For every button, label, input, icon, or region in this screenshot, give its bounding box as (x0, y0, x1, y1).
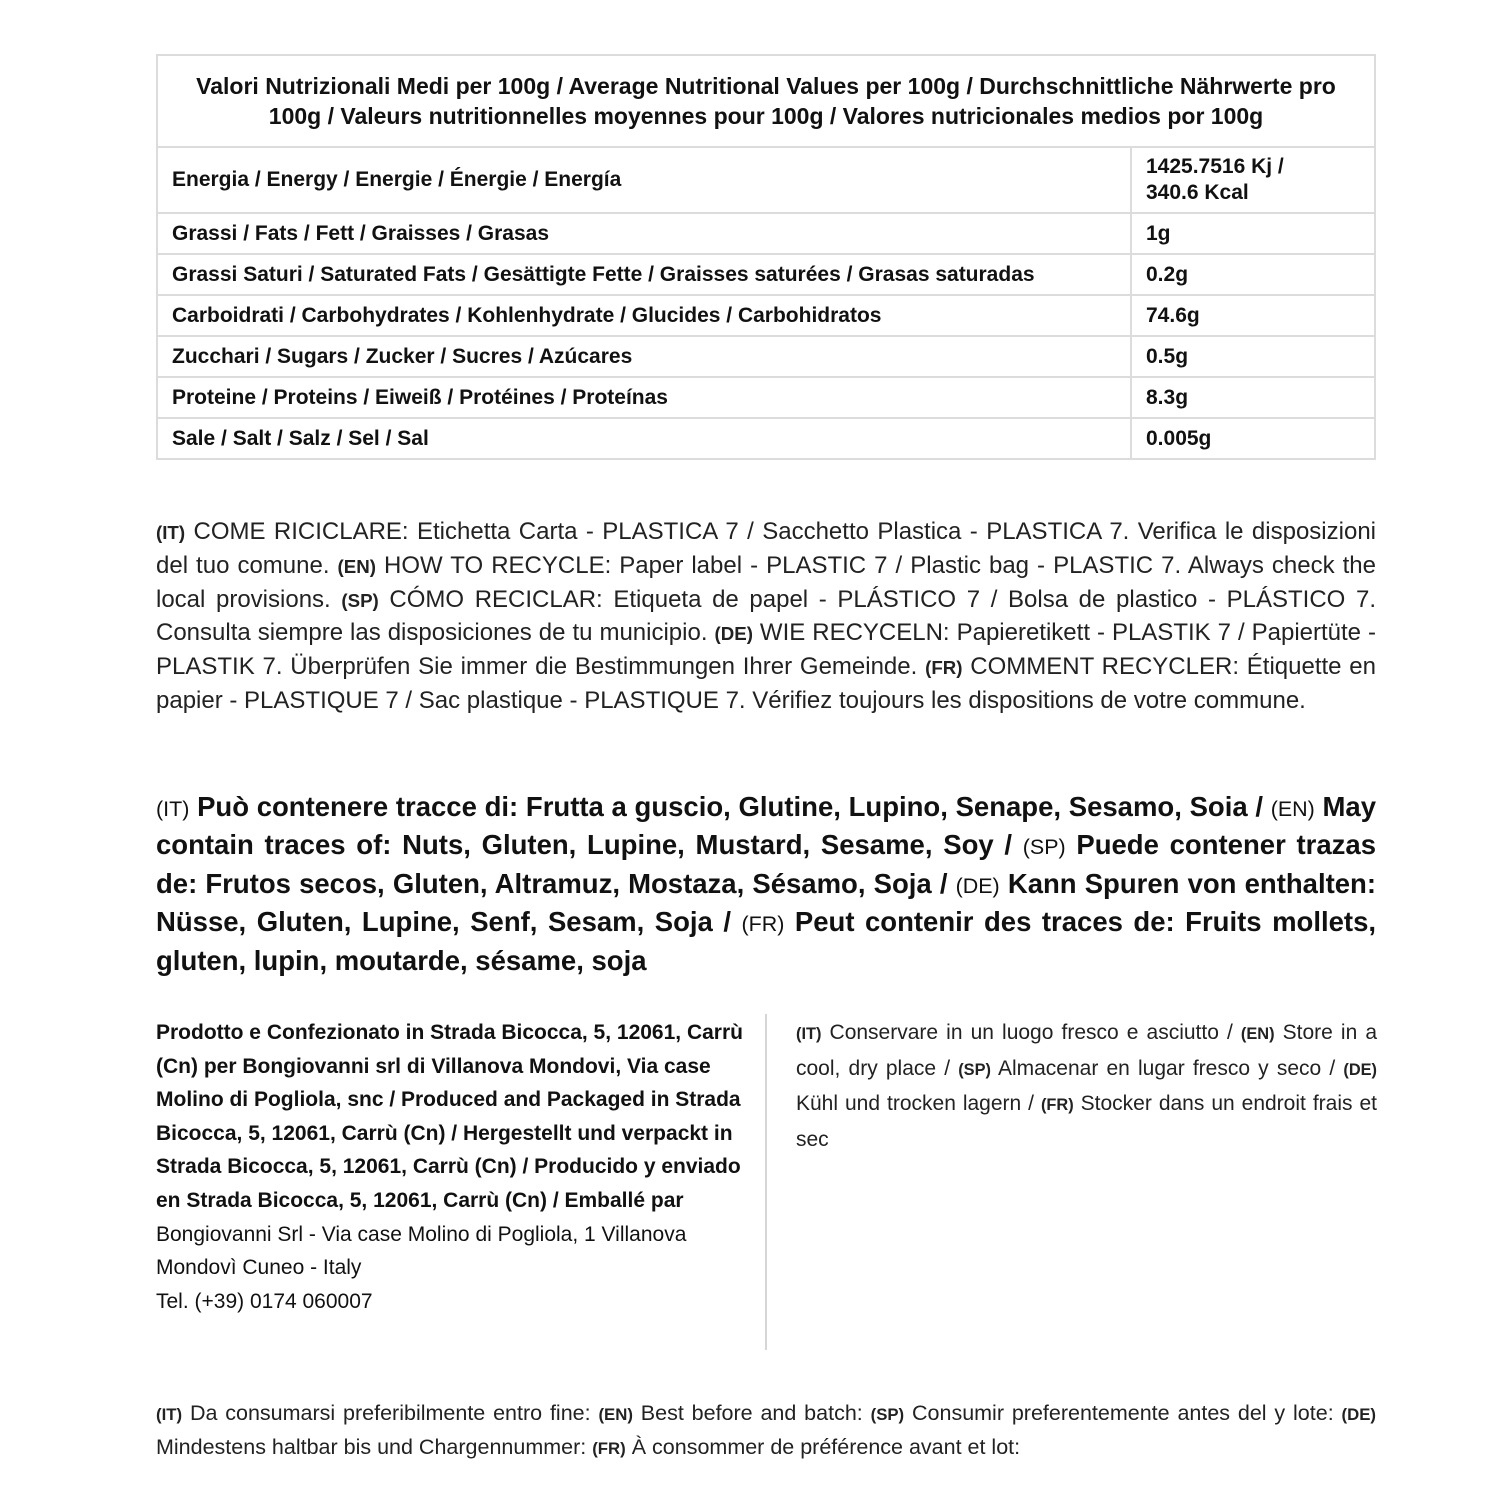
nutrient-value: 74.6g (1131, 295, 1375, 336)
nutrient-value: 1g (1131, 213, 1375, 254)
allergen-sp: Puede contener trazas de: Frutos secos, Gluten, Altramuz, Mostaza, Sésamo, Soja / (156, 829, 1376, 899)
storage-de: Kühl und trocken lagern / (796, 1092, 1035, 1116)
nutrient-label: Grassi Saturi / Saturated Fats / Gesättigte Fette / Graisses saturées / Grasas saturadas (157, 254, 1131, 295)
storage-sp: Almacenar en lugar fresco y seco / (997, 1056, 1336, 1080)
bestbefore-de: Mindestens haltbar bis und Chargennummer: (156, 1435, 587, 1459)
lang-code-fr: (FR) (741, 912, 785, 937)
bestbefore-en: Best before and batch: (640, 1401, 863, 1425)
producer-phone: Tel. (+39) 0174 060007 (156, 1289, 373, 1313)
table-row (157, 336, 1375, 377)
lang-code-en: (EN) (598, 1405, 633, 1424)
recycle-fr: COMMENT RECYCLER: Étiquette en papier - PLASTIQUE 7 / Sac plastique - PLASTIQUE 7. Vérifiez toujours les dispositions de votre commune. (156, 653, 1376, 714)
column-divider (765, 1014, 767, 1350)
nutrient-label: Sale / Salt / Salz / Sel / Sal (157, 418, 1131, 459)
recycle-de: WIE RECYCELN: Papieretikett - PLASTIK 7 / Papiertüte - PLASTIK 7. Überprüfen Sie immer die Bestimmungen Ihrer Gemeinde. (156, 619, 1376, 681)
bestbefore-fr: À consommer de préférence avant et lot: (631, 1435, 1021, 1459)
recycle-it: COME RICICLARE: Etichetta Carta - PLASTICA 7 / Sacchetto Plastica - PLASTICA 7. Verifica le disposizioni del tuo comune. (156, 518, 1376, 579)
allergen-warning (156, 789, 1376, 979)
lang-code-sp: (SP) (958, 1060, 991, 1079)
nutrient-value: 0.005g (1131, 418, 1375, 459)
allergen-en: May contain traces of: Nuts, Gluten, Lupine, Mustard, Sesame, Soy / (156, 791, 1377, 861)
energy-label: Energia / Energy / Energie / Énergie / Energía (157, 147, 1131, 213)
storage-fr: Stocker dans un endroit frais et sec (796, 1092, 1377, 1151)
lang-code-it: (IT) (796, 1025, 822, 1043)
nutrition-table (156, 54, 1376, 460)
storage-it: Conservare in un luogo fresco e asciutto / (829, 1021, 1233, 1044)
lang-code-it: (IT) (156, 522, 186, 543)
lang-code-fr: (FR) (592, 1439, 626, 1458)
table-row (157, 418, 1375, 459)
bestbefore-it: Da consumarsi preferibilmente entro fine: (189, 1401, 591, 1425)
table-row (157, 295, 1375, 336)
recycling-instructions (156, 516, 1376, 718)
producer-info (156, 1016, 746, 1318)
lang-code-en: (EN) (1270, 797, 1315, 821)
lang-code-en: (EN) (337, 555, 376, 577)
producer-text: Prodotto e Confezionato in Strada Bicocca, 5, 12061, Carrù (Cn) per Bongiovanni srl di Villanova Mondovi, Via case Molino di Pogliola, snc / Produced and Packaged in Strada Bicocca, 5, 12061, Carrù (Cn) / Hergestellt und verpackt in Strada Bicocca, 5, 12061, Carrù (Cn) / Producido y enviado en Strada Bicocca, 5, 12061, Carrù (Cn) / Emballé par (156, 1021, 743, 1212)
nutrient-value: 0.5g (1131, 336, 1375, 377)
table-row (157, 254, 1375, 295)
lang-code-de: (DE) (1341, 1405, 1376, 1424)
allergen-it: Può contenere tracce di: Frutta a guscio, Glutine, Lupino, Senape, Sesamo, Soia / (197, 791, 1264, 822)
nutrient-label: Carboidrati / Carbohydrates / Kohlenhydrate / Glucides / Carbohidratos (157, 295, 1131, 336)
producer-address-line2: Mondovì Cuneo - Italy (156, 1256, 362, 1280)
lang-code-de: (DE) (955, 873, 1000, 898)
lang-code-fr: (FR) (1040, 1096, 1074, 1115)
table-row (157, 213, 1375, 254)
lang-code-en: (EN) (1240, 1025, 1275, 1043)
lang-code-de: (DE) (714, 623, 753, 645)
lang-code-sp: (SP) (1022, 835, 1066, 860)
energy-kj: 1425.7516 Kj / (1146, 155, 1284, 178)
nutrient-label: Proteine / Proteins / Eiweiß / Protéines / Proteínas (157, 377, 1131, 418)
table-row (157, 147, 1375, 213)
nutrient-label: Zucchari / Sugars / Zucker / Sucres / Azúcares (157, 336, 1131, 377)
lang-code-it: (IT) (156, 797, 190, 821)
lang-code-it: (IT) (156, 1405, 183, 1424)
table-row (157, 377, 1375, 418)
bestbefore-sp: Consumir preferentemente antes del y lote: (912, 1401, 1334, 1425)
lang-code-sp: (SP) (341, 589, 379, 611)
allergen-fr: Peut contenir des traces de: Fruits mollets, gluten, lupin, moutarde, sésame, soja (156, 906, 1377, 976)
lang-code-de: (DE) (1343, 1060, 1377, 1079)
lang-code-fr: (FR) (925, 657, 963, 679)
lang-code-sp: (SP) (870, 1405, 905, 1424)
best-before-info (156, 1397, 1376, 1465)
energy-kcal: 340.6 Kcal (1146, 181, 1249, 204)
nutrient-label: Grassi / Fats / Fett / Graisses / Grasas (157, 213, 1131, 254)
nutrient-value: 0.2g (1131, 254, 1375, 295)
energy-value (1131, 147, 1375, 213)
storage-en: Store in a cool, dry place / (796, 1021, 1378, 1080)
nutrition-title: Valori Nutrizionali Medi per 100g / Average Nutritional Values per 100g / Durchschnittliche Nährwerte pro 100g / Valeurs nutritionnelles moyennes pour 100g / Valores nutricionales medios por 100g (157, 55, 1375, 147)
recycle-sp: CÓMO RECICLAR: Etiqueta de papel - PLÁSTICO 7 / Bolsa de plastico - PLÁSTICO 7. Consulta siempre las disposiciones de tu municipio. (156, 585, 1376, 647)
producer-address-line1: Bongiovanni Srl - Via case Molino di Pogliola, 1 Villanova (156, 1222, 687, 1246)
nutrient-value: 8.3g (1131, 377, 1375, 418)
allergen-de: Kann Spuren von enthalten: Nüsse, Gluten, Lupine, Senf, Sesam, Soja / (156, 867, 1377, 938)
storage-info (796, 1016, 1377, 1156)
recycle-en: HOW TO RECYCLE: Paper label - PLASTIC 7 / Plastic bag - PLASTIC 7. Always check the local provisions. (156, 551, 1376, 613)
